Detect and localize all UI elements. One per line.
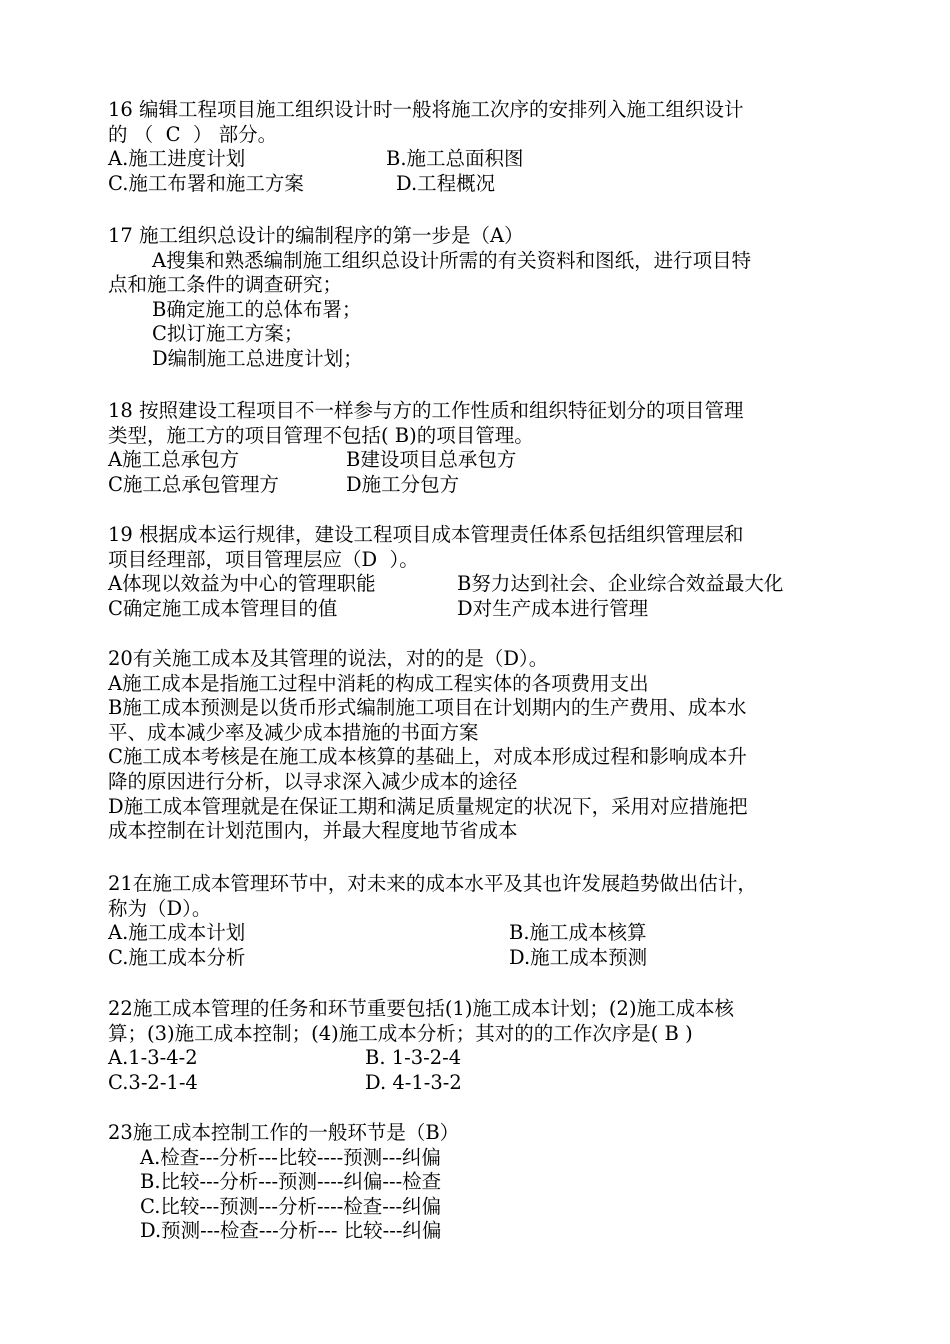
question-21 [108, 872, 848, 970]
option-row [108, 1071, 848, 1096]
question-stem: 20有关施工成本及其管理的说法，对的的是（D）。 [108, 647, 549, 670]
option-row [108, 147, 848, 172]
option-a: A.检查---分析---比较----预测---纠偏 [140, 1145, 441, 1169]
question-16 [108, 98, 848, 196]
option-a-continued: 点和施工条件的调查研究； [108, 273, 343, 297]
question-stem: 19 根据成本运行规律，建设工程项目成本管理责任体系包括组织管理层和 [108, 523, 744, 546]
option-c: C.施工布署和施工方案 [108, 171, 304, 195]
question-22 [108, 997, 848, 1095]
option-row [108, 1046, 848, 1071]
option-d: D. 4-1-3-2 [365, 1070, 462, 1094]
option-b: B确定施工的总体布署； [152, 297, 362, 321]
question-stem: 17 施工组织总设计的编制程序的第一步是（A） [108, 224, 524, 247]
option-c: C确定施工成本管理目的值 [108, 596, 338, 620]
option-c: C.比较---预测---分析----检查---纠偏 [140, 1194, 442, 1218]
option-b-continued: 平、成本减少率及减少成本措施的书面方案 [108, 720, 479, 744]
option-c: C施工成本考核是在施工成本核算的基础上，对成本形成过程和影响成本升 [108, 745, 747, 769]
option-d: D.工程概况 [396, 171, 496, 195]
question-20 [108, 647, 848, 844]
option-d: D编制施工总进度计划； [152, 346, 363, 370]
option-d-continued: 成本控制在计划范围内，并最大程度地节省成本 [108, 819, 518, 843]
option-c: C.3-2-1-4 [108, 1070, 198, 1094]
option-d: D施工成本管理就是在保证工期和满足质量规定的状况下，采用对应措施把 [108, 794, 748, 818]
question-stem: 的 （ C ） 部分。 [108, 122, 278, 146]
option-row [108, 572, 848, 597]
question-17 [108, 224, 848, 372]
option-d: D施工分包方 [346, 472, 460, 496]
option-c-continued: 降的原因进行分析，以寻求深入减少成本的途径 [108, 769, 518, 793]
question-stem: 称为（D）。 [108, 896, 212, 920]
option-a: A.施工成本计划 [108, 921, 246, 945]
option-a: A.1-3-4-2 [108, 1046, 198, 1070]
option-b: B施工成本预测是以货币形式编制施工项目在计划期内的生产费用、成本水 [108, 696, 747, 720]
option-b: B建设项目总承包方 [346, 448, 517, 472]
option-d: D.预测---检查---分析--- 比较---纠偏 [140, 1219, 442, 1243]
option-b: B. 1-3-2-4 [365, 1046, 462, 1070]
option-row [108, 172, 848, 197]
option-row [108, 448, 848, 473]
question-stem: 16 编辑工程项目施工组织设计时一般将施工次序的安排列入施工组织设计 [108, 98, 744, 121]
option-a: A施工总承包方 [108, 448, 240, 472]
option-d: D.施工成本预测 [509, 945, 648, 969]
question-23 [108, 1121, 848, 1244]
question-19 [108, 523, 848, 621]
question-stem: 21在施工成本管理环节中，对未来的成本水平及其也许发展趋势做出估计， [108, 872, 757, 895]
option-a: A.施工进度计划 [108, 147, 246, 171]
option-a: A体现以效益为中心的管理职能 [108, 572, 376, 596]
question-stem: 项目经理部，项目管理层应（D ）。 [108, 547, 419, 571]
option-a: A搜集和熟悉编制施工组织总设计所需的有关资料和图纸，进行项目特 [152, 248, 752, 272]
question-stem: 算；(3)施工成本控制；(4)施工成本分析；其对的的工作次序是( B ) [108, 1021, 693, 1045]
option-a: A施工成本是指施工过程中消耗的构成工程实体的各项费用支出 [108, 671, 649, 695]
option-d: D对生产成本进行管理 [457, 596, 649, 620]
option-c: C拟订施工方案； [152, 322, 304, 346]
option-row [108, 921, 848, 946]
option-b: B.施工成本核算 [509, 921, 647, 945]
option-b: B.比较---分析---预测----纠偏---检查 [140, 1170, 442, 1194]
option-row [108, 473, 848, 498]
option-row [108, 946, 848, 971]
option-b: B.施工总面积图 [386, 147, 524, 171]
question-stem: 22施工成本管理的任务和环节重要包括(1)施工成本计划；(2)施工成本核 [108, 997, 735, 1020]
option-b: B努力达到社会、企业综合效益最大化 [457, 572, 784, 596]
option-c: C施工总承包管理方 [108, 472, 279, 496]
option-c: C.施工成本分析 [108, 945, 246, 969]
question-stem: 18 按照建设工程项目不一样参与方的工作性质和组织特征划分的项目管理 [108, 399, 744, 422]
option-row [108, 597, 848, 622]
question-stem: 23施工成本控制工作的一般环节是（B） [108, 1121, 460, 1144]
question-stem: 类型，施工方的项目管理不包括( B)的项目管理。 [108, 423, 534, 447]
question-18 [108, 399, 848, 497]
